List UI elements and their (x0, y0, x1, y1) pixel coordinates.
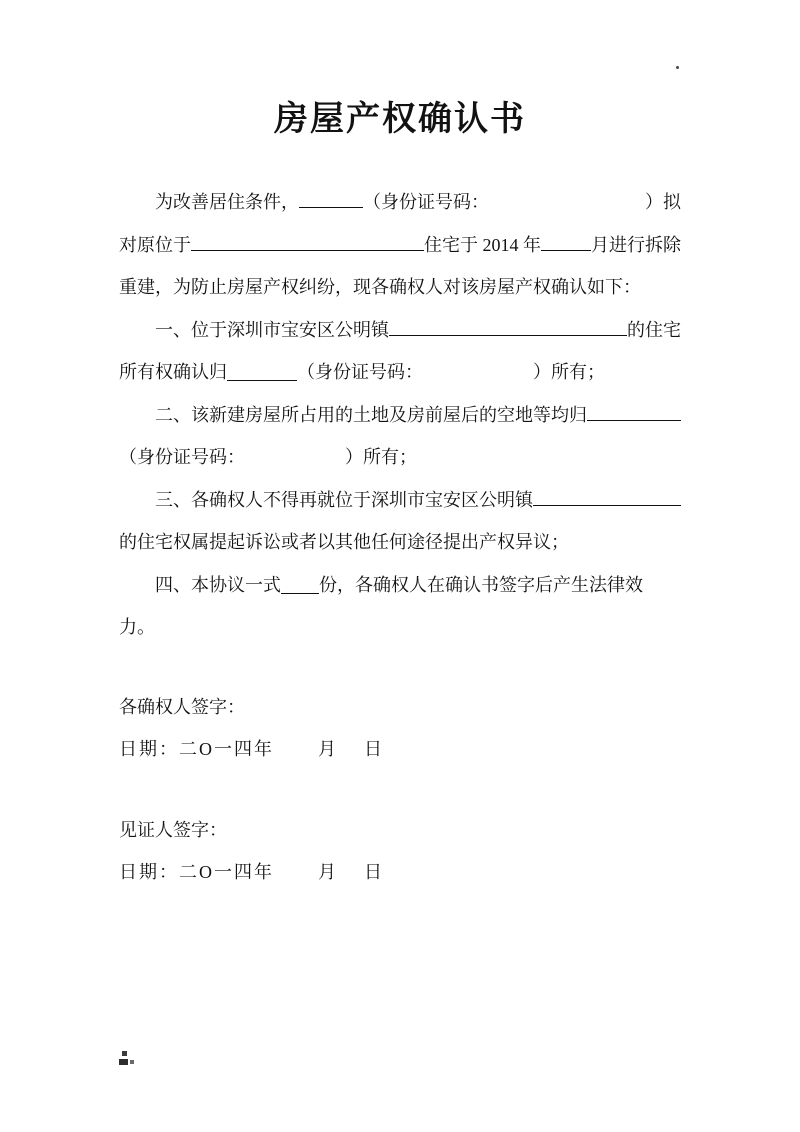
clause-2-line-2 (119, 436, 681, 479)
owners-date-prefix: 日期：二O一四年 (119, 739, 274, 759)
intro-text: 为改善居住条件， (155, 192, 299, 212)
scan-artifact-smudge (122, 1051, 127, 1056)
clause-4-line-1 (119, 564, 681, 607)
clause-1-residence-text: 的住宅 (627, 319, 681, 340)
clause-4-effect-text: 份，各确权人在确认书签字后产生法律效 (319, 574, 643, 595)
clause-2-land-text: 二、该新建房屋所占用的土地及房前屋后的空地等均归 (155, 404, 587, 425)
demolition-action-text: 月进行拆除 (591, 234, 681, 255)
month-label: 月 (318, 862, 336, 882)
scan-artifact-smudge (119, 1059, 128, 1065)
witness-date-line (119, 851, 681, 894)
page-title: 房屋产权确认书 (274, 101, 526, 138)
clause-2-line-1 (119, 394, 681, 437)
clause-1-address-blank-line (389, 335, 627, 336)
document-content (119, 0, 681, 894)
intro-text-end: ）拟 (645, 192, 681, 212)
witness-date-prefix: 日期：二O一四年 (119, 862, 274, 882)
id-number-label: （身份证号码： (297, 362, 423, 382)
clause-4-effect-end-text: 力。 (119, 617, 155, 637)
witness-signature-label-line (119, 809, 681, 852)
paragraph-intro-line-3 (119, 266, 681, 309)
clause-3-litigation-text: 的住宅权属提起诉讼或者以其他任何途径提出产权异议； (119, 532, 569, 552)
day-label: 日 (364, 862, 382, 882)
address-blank-line (191, 250, 424, 251)
witness-signature-label: 见证人签字： (119, 819, 227, 840)
rebuild-statement-text: 重建，为防止房屋产权纠纷，现各确权人对该房屋产权确认如下： (119, 277, 641, 297)
paragraph-intro-line-2 (119, 224, 681, 267)
document-body (119, 181, 681, 649)
owners-signature-label: 各确权人签字： (119, 696, 245, 717)
owners-date-line (119, 728, 681, 771)
clause-3-address-blank-line (533, 505, 681, 506)
clause-3-line-2 (119, 521, 681, 564)
month-label: 月 (318, 739, 336, 759)
owners-signature-label-line (119, 686, 681, 729)
paragraph-intro-line-1 (119, 181, 681, 224)
clause-4-line-2 (119, 606, 681, 649)
clause-1-location-text: 一、位于深圳市宝安区公明镇 (155, 319, 389, 340)
day-label: 日 (364, 739, 382, 759)
ownership-confirm-text: 所有权确认归 (119, 362, 227, 382)
name-blank-line (299, 207, 363, 208)
clause-4-copies-text: 四、本协议一式 (155, 574, 281, 595)
owner-name-blank-line (227, 380, 297, 381)
month-blank-line (541, 250, 591, 251)
owners-signature-block (119, 686, 681, 771)
copies-count-blank-line (281, 593, 319, 594)
clause-2-owner-blank-line (587, 420, 681, 421)
clause-1-line-1 (119, 309, 681, 352)
original-location-label: 对原位于 (119, 234, 191, 255)
clause-3-line-1 (119, 479, 681, 522)
clause-1-line-2 (119, 351, 681, 394)
scan-artifact-smudge (130, 1060, 134, 1064)
ownership-suffix-text: ）所有； (345, 447, 417, 467)
ownership-suffix-text: ）所有； (533, 362, 605, 382)
demolition-date-text: 住宅于 2014 年 (424, 234, 541, 255)
id-number-label: （身份证号码： (363, 192, 489, 212)
witness-signature-block (119, 809, 681, 894)
id-number-label: （身份证号码： (119, 447, 245, 467)
clause-3-no-dispute-text: 三、各确权人不得再就位于深圳市宝安区公明镇 (155, 489, 533, 510)
